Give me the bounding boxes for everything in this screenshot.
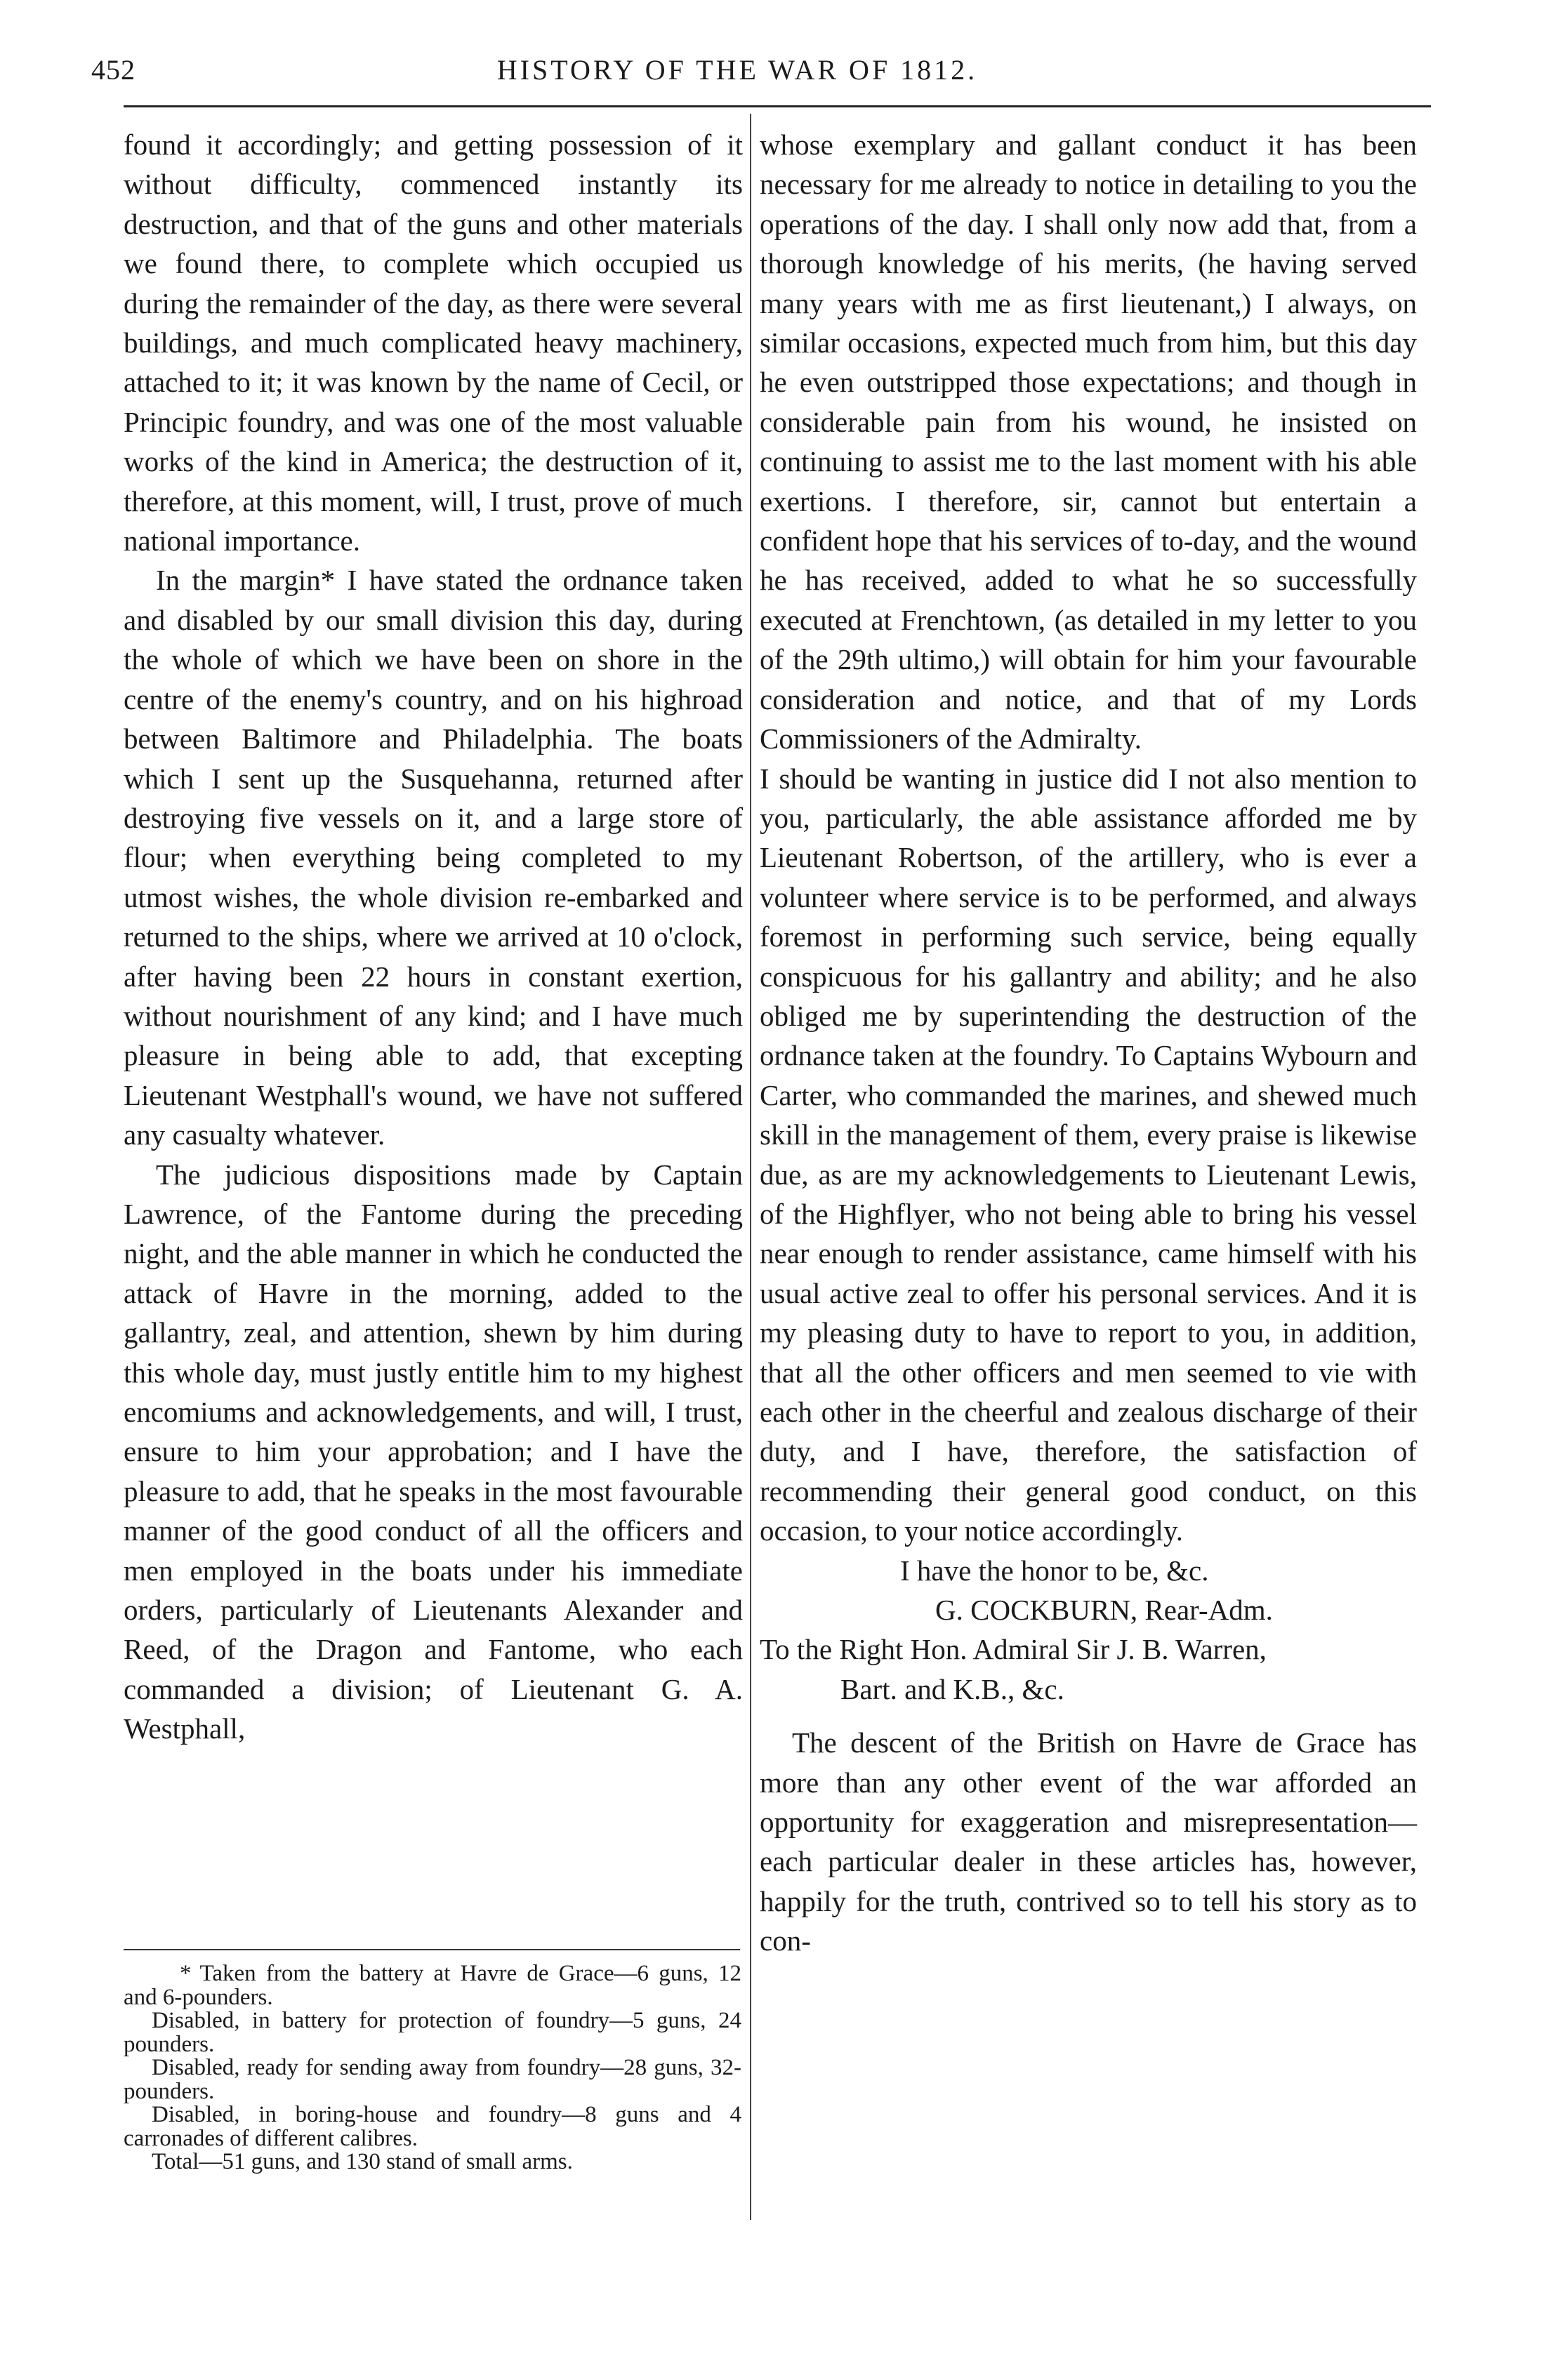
left-column [124, 125, 743, 1749]
footnote [124, 1962, 741, 2009]
footnote-rule [124, 1949, 740, 1950]
header-rule [124, 105, 1431, 107]
paragraph: The judicious dispositions made by Captain Lawrence, of the Fantome during the preceding night, and the able manner in which he conducted the attack of Havre in the morning, added to the gallantry, zeal, and attention, shewn by him during this whole day, must justly entitle him to my highest encomiums and acknowledgements, and will, I trust, ensure to him your approbation; and I have the pleasure to add, that he speaks in the most favourable manner of the good conduct of all the officers and men employed in the boats under his immediate orders, particularly of Lieutenants Alexander and Reed, of the Dragon and Fantome, who each commanded a division; of Lieutenant G. A. Westphall, [124, 1158, 743, 1745]
page-header [91, 48, 1383, 97]
letter-signature: G. COCKBURN, Rear-Adm. [935, 1594, 1273, 1627]
footnote-text: Taken from the battery at Havre de Grace—6 guns, 12 and 6-pounders. [124, 1961, 741, 2010]
footnote: Disabled, in battery for protection of foundry—5 guns, 24 pounders. [124, 2008, 741, 2057]
footnote: Disabled, ready for sending away from foundry—28 guns, 32-pounders. [124, 2055, 741, 2104]
paragraph: In the margin* I have stated the ordnance taken and disabled by our small division this day, during the whole of which we have been on shore in the centre of the enemy's country, and on his highroad between Baltimore and Philadelphia. The boats which I sent up the Susquehanna, returned after destroying five vessels on it, and a large store of flour; when everything being completed to my utmost wishes, the whole division re-embarked and returned to the ships, where we arrived at 10 o'clock, after having been 22 hours in constant exertion, without nourishment of any kind; and I have much pleasure in being able to add, that excepting Lieutenant Westphall's wound, we have not suffered any casualty whatever. [124, 564, 743, 1151]
footnote: Disabled, in boring-house and foundry—8 guns and 4 carronades of different calibres. [124, 2102, 741, 2151]
column-divider [750, 114, 751, 2220]
paragraph: I should be wanting in justice did I not also mention to you, particularly, the able assistance afforded me by Lieutenant Robertson, of the artillery, who is ever a volunteer where service is to be performed, and always foremost in performing such service, being equally conspicuous for his gallantry and ability; and he also obliged me by superintending the destruction of the ordnance taken at the foundry. To Captains Wybourn and Carter, who commanded the marines, and shewed much skill in the management of them, every praise is likewise due, as are my acknowledgements to Lieutenant Lewis, of the Highflyer, who not being able to bring his vessel near enough to render assistance, came himself with his usual active zeal to offer his personal services. And it is my pleasing duty to have to report to you, in addition, that all the other officers and men seemed to vie with each other in the cheerful and zealous discharge of their duty, and I have, therefore, the satisfaction of recommending their general good conduct, on this occasion, to your notice accordingly. [760, 762, 1417, 1547]
running-title: HISTORY OF THE WAR OF 1812. [496, 54, 978, 86]
paragraph: whose exemplary and gallant conduct it has been necessary for me already to notice in detailing to you the operations of the day. I shall only now add that, from a thorough knowledge of his merits, (he having served many years with me as first lieutenant,) I always, on similar occasions, expected much from him, but this day he even outstripped those expectations; and though in considerable pain from his wound, he insisted on continuing to assist me to the last moment with his able exertions. I therefore, sir, cannot but entertain a confident hope that his services of to-day, and the wound he has received, added to what he so successfully executed at Frenchtown, (as detailed in my letter to you of the 29th ultimo,) will obtain for him your favourable consideration and notice, and that of my Lords Commissioners of the Admiralty. [760, 128, 1417, 755]
letter-closing: I have the honor to be, &c. [900, 1554, 1209, 1587]
footnote-marker: * [180, 1961, 192, 1986]
page-number: 452 [91, 54, 136, 86]
paragraph: The descent of the British on Havre de Grace has more than any other event of the war afforded an opportunity for exaggeration and misrepresentation—each particular dealer in these articles has, however, happily for the truth, contrived so to tell his story as to con- [760, 1726, 1417, 1957]
letter-addressee-titles: Bart. and K.B., &c. [840, 1672, 1064, 1705]
letter-addressee: To the Right Hon. Admiral Sir J. B. Warren, [760, 1633, 1267, 1666]
paragraph: found it accordingly; and getting possession of it without difficulty, commenced instantly its destruction, and that of the guns and other materials we found there, to complete which occupied us during the remainder of the day, as there were several buildings, and much complicated heavy machinery, attached to it; it was known by the name of Cecil, or Principic foundry, and was one of the most valuable works of the kind in America; the destruction of it, therefore, at this moment, will, I trust, prove of much national importance. [124, 128, 743, 557]
footnote: Total—51 guns, and 130 stand of small arms. [152, 2149, 573, 2174]
footnotes [124, 1962, 741, 2174]
right-column [760, 125, 1417, 1961]
